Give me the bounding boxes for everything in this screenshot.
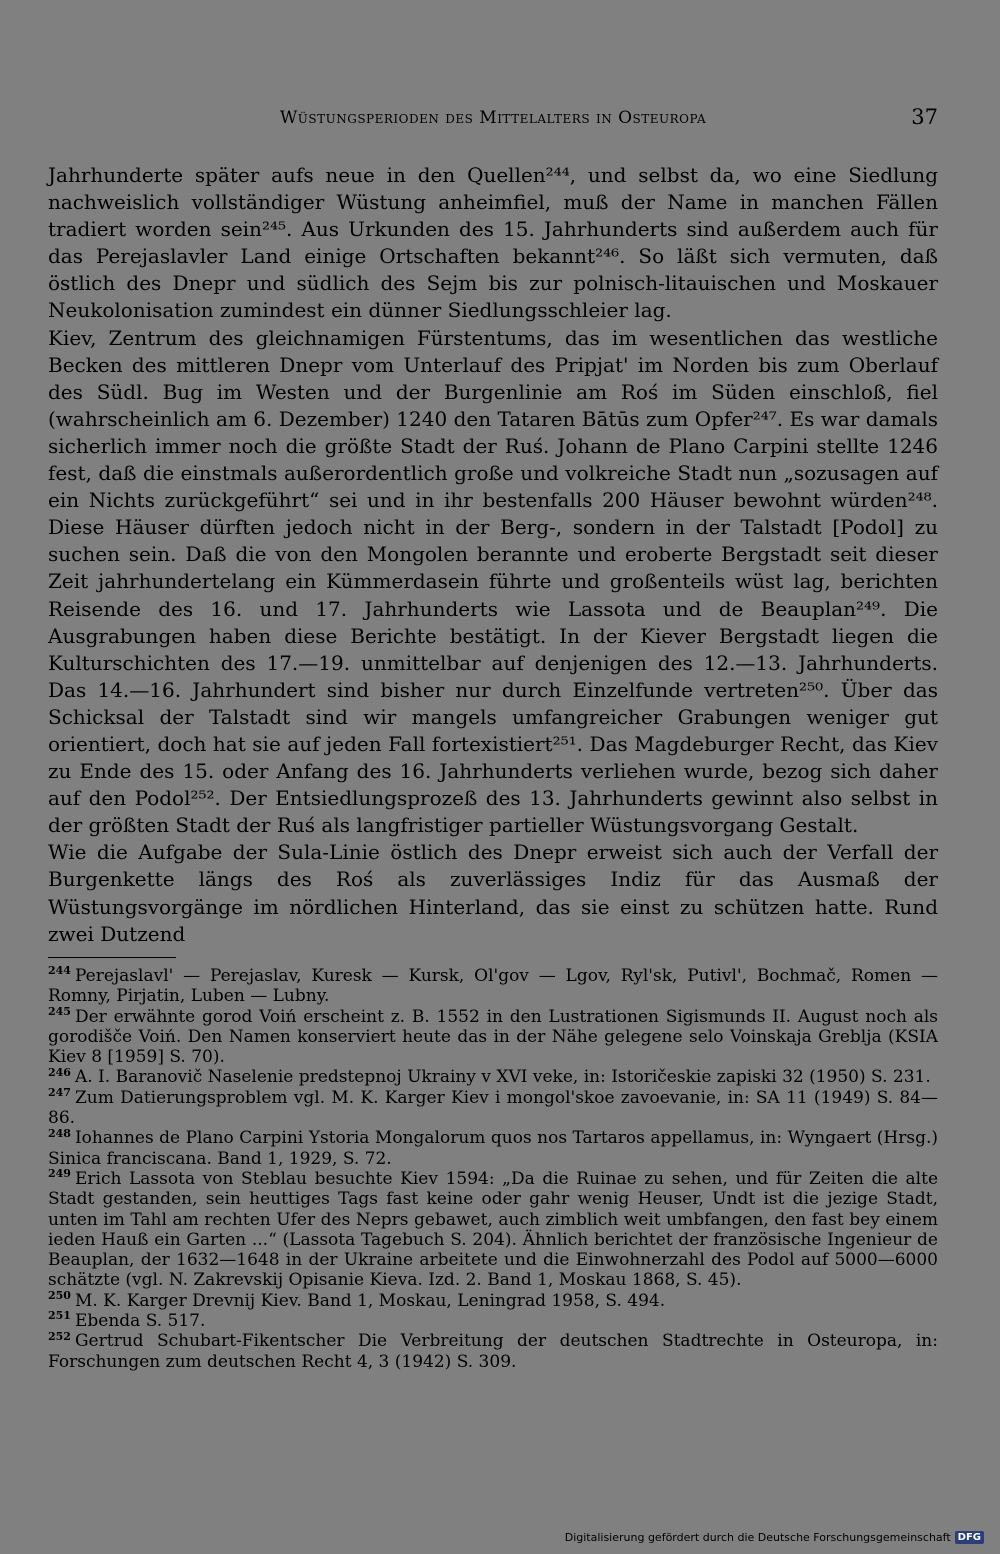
footnotes [48, 966, 938, 1372]
footnote [48, 1331, 938, 1372]
paragraph: Kiev, Zentrum des gleichnamigen Fürstentums, das im wesentlichen das westliche Becken des mittleren Dnepr vom Unterlauf des Pripjat' im Norden bis zum Oberlauf des Südl. Bug im Westen und der Burgenlinie am Roś im Süden einschloß, fiel (wahrscheinlich am 6. Dezember) 1240 den Tataren Bātūs zum Opfer²⁴⁷. Es war damals sicherlich immer noch die größte Stadt der Ruś. Johann de Plano Carpini stellte 1246 fest, daß die einstmals außerordentlich große und volkreiche Stadt nun „sozusagen auf ein Nichts zurückgeführt“ sei und in ihr bestenfalls 200 Häuser bewohnt würden²⁴⁸. Diese Häuser dürften jedoch nicht in der Berg-, sondern in der Talstadt [Podol] zu suchen sein. Daß die von den Mongolen berannte und eroberte Bergstadt seit dieser Zeit jahrhundertelang ein Kümmerdasein führte und großenteils wüst lag, berichten Reisende des 16. und 17. Jahrhunderts wie Lassota und de Beauplan²⁴⁹. Die Ausgrabungen haben diese Berichte bestätigt. In der Kiever Bergstadt liegen die Kulturschichten des 17.—19. unmittelbar auf denjenigen des 12.—13. Jahrhunderts. Das 14.—16. Jahrhundert sind bisher nur durch Einzelfunde vertreten²⁵⁰. Über das Schicksal der Talstadt sind wir mangels umfangreicher Grabungen weniger gut orientiert, doch hat sie auf jeden Fall fortexistiert²⁵¹. Das Magdeburger Recht, das Kiev zu Ende des 15. oder Anfang des 16. Jahrhunderts verliehen wurde, bezog sich daher auf den Podol²⁵². Der Entsiedlungsprozeß des 13. Jahrhunderts gewinnt also selbst in der größten Stadt der Ruś als langfristiger partieller Wüstungsvorgang Gestalt. [48, 325, 938, 838]
running-title: Wüstungsperioden des Mittelalters in Osteuropa [279, 108, 707, 128]
dfg-logo: DFG [955, 1531, 984, 1544]
running-header [48, 105, 938, 132]
footnote-number: 244 [48, 964, 71, 978]
footnote-text: Perejaslavl' — Perejaslav, Kuresk — Kursk, Ol'gov — Lgov, Ryl'sk, Putivl', Bochmač, Romen — Romny, Pirjatin, Luben — Lubny. [48, 966, 938, 1007]
footnote-number: 251 [48, 1309, 71, 1323]
footnote-number: 248 [48, 1126, 71, 1140]
footnote-text: Zum Datierungsproblem vgl. M. K. Karger Kiev i mongol'skoe zavoevanie, in: SA 11 (1949) S. 84—86. [48, 1087, 938, 1129]
footnote [48, 1291, 938, 1311]
footnote-text: Der erwähnte gorod Voiń erscheint z. B. 1552 in den Lustrationen Sigismunds II. August noch als gorodišče Voiń. Den Namen konserviert heute das in der Nähe gelegene selo Voinskaja Greblja (KSIA Kiev 8 [1959] S. 70). [48, 1006, 938, 1068]
digitization-credit [565, 1531, 984, 1544]
footnote [48, 966, 938, 1007]
footnote-number: 249 [48, 1167, 71, 1181]
footnote [48, 1067, 938, 1087]
footnote-text: Ebenda S. 517. [74, 1311, 206, 1332]
credit-text: Digitalisierung gefördert durch die Deutsche Forschungsgemeinschaft [564, 1531, 951, 1544]
footnote-number: 245 [48, 1004, 71, 1018]
paragraph: Jahrhunderte später aufs neue in den Quellen²⁴⁴, und selbst da, wo eine Siedlung nachweislich vollständiger Wüstung anheimfiel, muß der Name in manchen Fällen tradiert worden sein²⁴⁵. Aus Urkunden des 15. Jahrhunderts sind außerdem auch für das Perejaslavler Land einige Ortschaften bekannt²⁴⁶. So läßt sich vermuten, daß östlich des Dnepr und südlich des Sejm bis zur polnisch-litauischen und Moskauer Neukolonisation zumindest ein dünner Siedlungsschleier lag. [48, 163, 938, 323]
footnote [48, 1169, 938, 1291]
footnote-text: Iohannes de Plano Carpini Ystoria Mongalorum quos nos Tartaros appellamus, in: Wyngaert (Hrsg.) Sinica franciscana. Band 1, 1929, S. 72. [48, 1128, 938, 1169]
page-number: 37 [911, 105, 938, 129]
footnote [48, 1128, 938, 1169]
paragraph: Wie die Aufgabe der Sula-Linie östlich des Dnepr erweist sich auch der Verfall der Burgenkette längs des Roś als zuverlässiges Indiz für das Ausmaß der Wüstungsvorgänge im nördlichen Hinterland, das sie einst zu schützen hatte. Rund zwei Dutzend [48, 840, 938, 946]
footnote-number: 246 [48, 1065, 71, 1079]
footnote-number: 250 [48, 1289, 71, 1303]
footnote-text: Gertrud Schubart-Fikentscher Die Verbreitung der deutschen Stadtrechte in Osteuropa, in: Forschungen zum deutschen Recht 4, 3 (1942) S. 309. [48, 1331, 938, 1372]
footnote-number: 252 [48, 1329, 71, 1343]
main-text [48, 162, 938, 948]
footnote-number: 247 [48, 1086, 71, 1100]
footnote [48, 1311, 938, 1331]
footnote-text: M. K. Karger Drevnij Kiev. Band 1, Moskau, Leningrad 1958, S. 494. [74, 1290, 666, 1311]
footnote-divider [48, 957, 176, 958]
footnote [48, 1004, 938, 1068]
footnote [48, 1088, 938, 1129]
footnote-text: Erich Lassota von Steblau besuchte Kiev 1594: „Da die Ruinae zu sehen, und für Zeiten die alte Stadt gestanden, sein heuttiges Tags fast keine oder gahr wenig Heuser, Undt ist die jezige Stadt, unten im Tahl am rechten Ufer des Neprs gebawet, auch zimblich weit umbfangen, den fast bey einem ieden Hauß ein Garten ...“ (Lassota Tagebuch S. 204). Ähnlich berichtet der französische Ingenieur de Beauplan, der 1632—1648 in der Ukraine arbeitete und die Einwohnerzahl des Podol auf 5000—6000 schätzte (vgl. N. Zakrevskij Opisanie Kieva. Izd. 2. Band 1, Moskau 1868, S. 45). [48, 1168, 938, 1291]
footnote-text: A. I. Baranovič Naselenie predstepnoj Ukrainy v XVI veke, in: Istoričeskie zapiski 32 (1950) S. 231. [74, 1067, 931, 1088]
